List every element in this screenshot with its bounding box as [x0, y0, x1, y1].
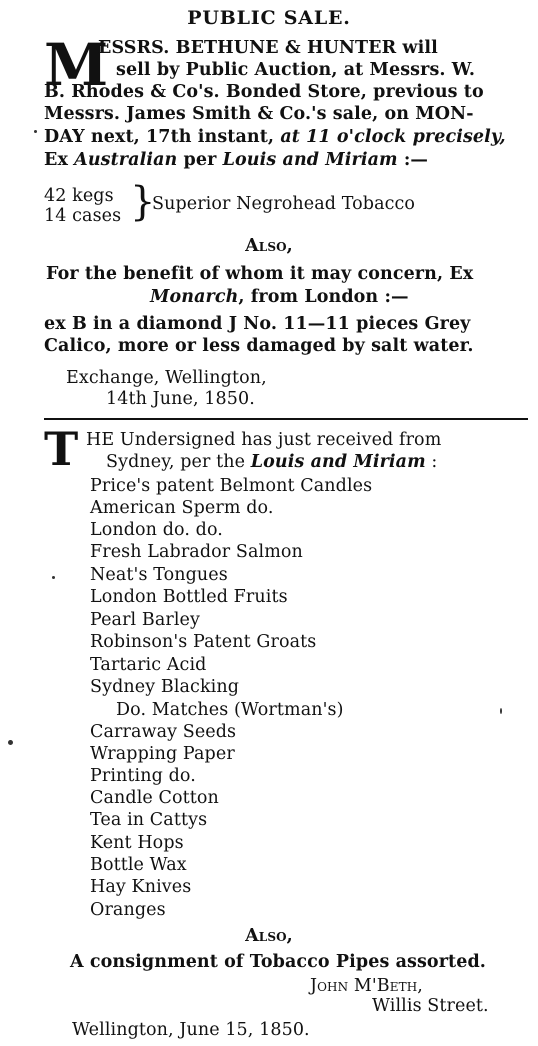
list-item: Kent Hops [90, 833, 184, 853]
notice-title: PUBLIC SALE. [187, 7, 351, 29]
notice2-line-2: Sydney, per the Louis and Miriam : [106, 452, 438, 472]
list-item: Neat's Tongues [90, 565, 228, 585]
list-item: Price's patent Belmont Candles [90, 476, 373, 496]
list-item: Do. Matches (Wortman's) [116, 700, 344, 720]
list-item: Robinson's Patent Groats [90, 632, 317, 652]
benefit-line: For the benefit of whom it may concern, Ex [46, 264, 474, 284]
lot-line: ex B in a diamond J No. 11—11 pieces Grey [44, 314, 471, 334]
notice1-line-6: Ex Australian per Louis and Miriam :— [44, 150, 428, 170]
monarch-line: Monarch, from London :— [150, 287, 409, 307]
exchange-place: Exchange, Wellington, [66, 368, 267, 388]
drop-cap-m: M [44, 31, 109, 99]
goods-qty-kegs: 42 kegs [44, 186, 114, 206]
ink-speck [34, 130, 37, 133]
goods-description: Superior Negrohead Tobacco [152, 194, 416, 214]
list-item: London do. do. [90, 520, 223, 540]
ink-speck [500, 708, 502, 714]
also-heading-1: Also, [245, 236, 293, 256]
ink-speck [52, 576, 55, 579]
signer-name: John M'Beth, [310, 976, 423, 996]
column-divider [44, 418, 528, 420]
drop-cap-t: T [44, 422, 79, 476]
signer-street: Willis Street. [372, 996, 489, 1016]
notice2-line-1: HE Undersigned has just received from [86, 430, 442, 450]
list-item: Fresh Labrador Salmon [90, 542, 303, 562]
list-item: Printing do. [90, 766, 196, 786]
notice1-line-4: Messrs. James Smith & Co.'s sale, on MON- [44, 104, 474, 124]
ink-speck [8, 740, 13, 745]
calico-line: Calico, more or less damaged by salt water. [44, 336, 474, 356]
list-item: Sydney Blacking [90, 677, 240, 697]
notice2-dateline: Wellington, June 15, 1850. [72, 1020, 310, 1040]
notice1-date: 14th June, 1850. [106, 389, 255, 409]
list-item: Candle Cotton [90, 788, 219, 808]
list-item: American Sperm do. [90, 498, 274, 518]
notice1-line-3: B. Rhodes & Co's. Bonded Store, previous to [44, 82, 484, 102]
list-item: Bottle Wax [90, 855, 187, 875]
notice1-line-2: sell by Public Auction, at Messrs. W. [116, 60, 476, 80]
list-item: London Bottled Fruits [90, 587, 288, 607]
also-heading-2: Also, [245, 926, 293, 946]
list-item: Pearl Barley [90, 610, 201, 630]
list-item: Tea in Cattys [90, 810, 208, 830]
goods-qty-cases: 14 cases [44, 206, 122, 226]
list-item: Wrapping Paper [90, 744, 235, 764]
list-item: Hay Knives [90, 877, 192, 897]
consignment-line: A consignment of Tobacco Pipes assorted. [70, 952, 486, 972]
list-item: Tartaric Acid [90, 655, 207, 675]
list-item: Oranges [90, 900, 166, 920]
list-item: Carraway Seeds [90, 722, 237, 742]
notice1-line-1: ESSRS. BETHUNE & HUNTER will [98, 38, 438, 58]
notice1-line-5: DAY next, 17th instant, at 11 o'clock precisely, [44, 127, 506, 147]
brace-icon: } [130, 179, 156, 225]
